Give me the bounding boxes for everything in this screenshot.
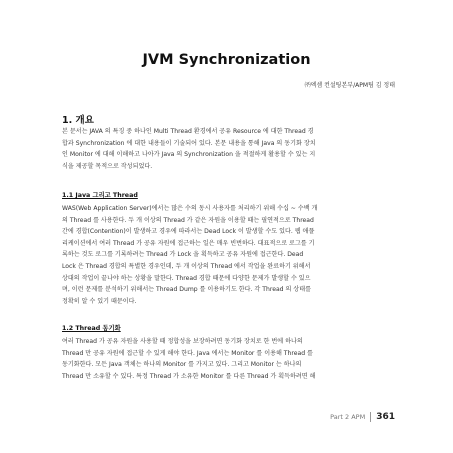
page-footer — [330, 412, 395, 422]
section-overview-paragraph — [62, 126, 392, 172]
paragraph-line: Thread 만 공유 자원에 접근할 수 있게 해야 한다. Java 에서는 Monitor 를 이용해 Thread 를 — [62, 349, 313, 357]
paragraph-line: 본 문서는 JAVA 의 특징 중 하나인 Multi Thread 환경에서 공유 Resource 에 대한 Thread 경 — [62, 128, 314, 135]
paragraph-line: Lock 은 Thread 경합의 특별한 경우인데, 두 개 이상의 Thread 에서 작업을 완료하기 위해서 — [62, 262, 311, 270]
paragraph-line: 리케이션에서 여러 Thread 가 공유 자원에 접근하는 일은 매우 빈번하다. 대표적으로 로그를 기 — [62, 239, 315, 247]
section-java-thread-paragraph — [62, 203, 392, 307]
footer-part-label: Part 2 APM — [330, 413, 366, 421]
paragraph-line: 의 Thread 를 사용한다. 두 개 이상의 Thread 가 같은 자원을 이용할 때는 필연적으로 Thread — [62, 216, 314, 224]
paragraph-line: 인 Monitor 에 대해 이해하고 나아가 Java 의 Synchronization 을 적절하게 활용할 수 있는 지 — [62, 151, 316, 159]
section-heading-thread-sync: 1.2 Thread 동기화 — [62, 325, 121, 332]
paragraph-line: 며, 이런 문제를 분석하기 위해서는 Thread Dump 를 이용하기도 한다. 각 Thread 의 상태를 — [62, 286, 311, 294]
paragraph-line: 상대의 작업이 끝나야 하는 상황을 말한다. Thread 경합 때문에 다양한 문제가 발생할 수 있으 — [62, 274, 311, 282]
document-title: JVM Synchronization — [142, 52, 311, 68]
paragraph-line: 여러 Thread 가 공유 자원을 사용할 때 정합성을 보장하려면 동기화 장치로 한 번에 하나의 — [62, 338, 303, 345]
section-thread-sync-paragraph — [62, 336, 392, 382]
section-heading-overview: 1. 개요 — [62, 115, 94, 126]
footer-divider — [370, 412, 371, 422]
paragraph-line: 간에 경합(Contention)이 발생하고 경우에 따라서는 Dead Lock 이 발생할 수도 있다. 웹 애플 — [62, 228, 315, 236]
paragraph-line: 록하는 것도 로그를 기록하려는 Thread 가 Lock 을 획득하고 공유 자원에 접근한다. Dead — [62, 251, 304, 259]
paragraph-line: 동기화한다. 모든 Java 객체는 하나의 Monitor 를 가지고 있다. 그리고 Monitor 는 하나의 — [62, 361, 302, 369]
paragraph-line: 합과 Synchronization 에 대한 내용들이 기술되어 있다. 본문 내용을 통해 Java 의 동기화 장치 — [62, 139, 316, 147]
paragraph-line: WAS(Web Application Server)에서는 많은 수의 동시 사용자를 처리하기 위해 수십 ~ 수백 개 — [62, 205, 318, 212]
section-heading-java-thread: 1.1 Java 그리고 Thread — [62, 192, 138, 199]
page-number: 361 — [376, 412, 395, 422]
paragraph-line: 식을 제공할 목적으로 작성되었다. — [62, 162, 153, 170]
paragraph-line: 정확히 알 수 있기 때문이다. — [62, 297, 137, 305]
paragraph-line: Thread 만 소유할 수 있다. 특정 Thread 가 소유한 Monitor 를 다른 Thread 가 획득하려면 해 — [62, 372, 316, 380]
author-line: ㈜엑셈 컨설팅본부/APM팀 김 정태 — [304, 82, 395, 89]
